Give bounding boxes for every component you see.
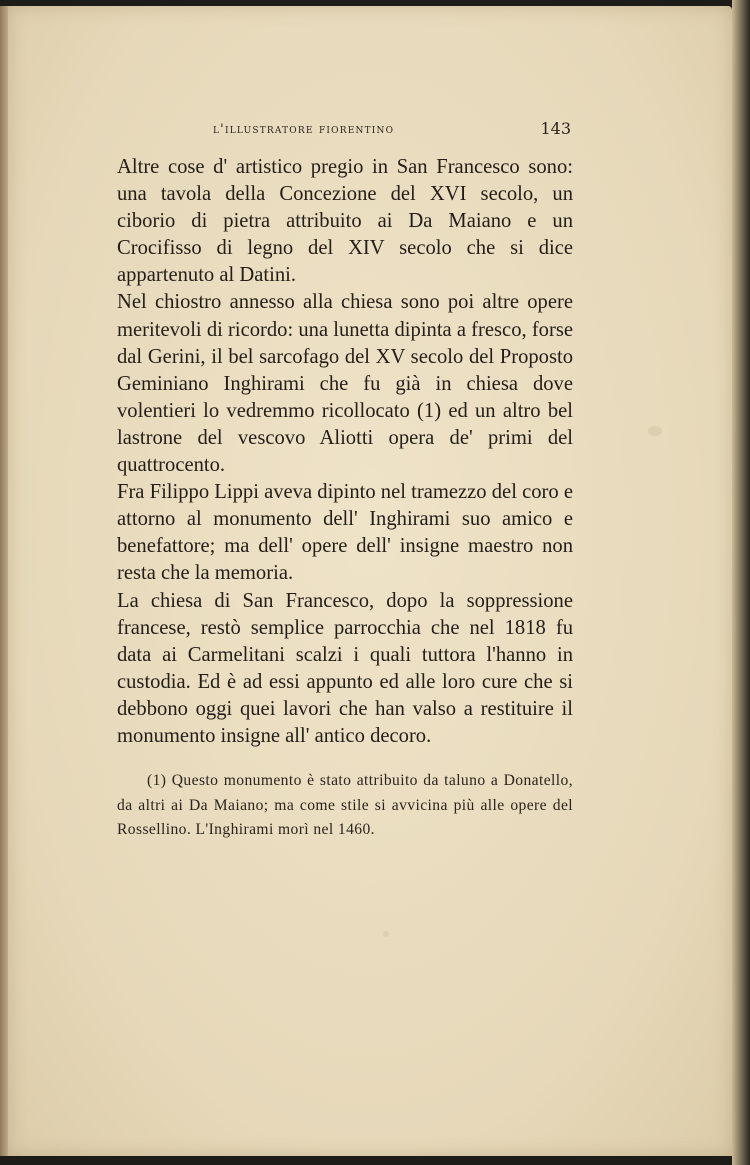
body-text [117, 154, 573, 750]
footnote-text: (1) Questo monumento è stato attribuito da taluno a Donatello, da altri ai Da Maiano; ma come stile si avvicina più alle opere del Rossellino. L'Inghirami morì nel 1460. [117, 772, 573, 838]
paragraph-4 [117, 588, 573, 751]
running-head [213, 119, 571, 141]
paragraph-2 [117, 289, 573, 479]
paragraph-4-text: La chiesa di San Francesco, dopo la soppressione francese, restò semplice parrocchia che nel 1818 fu data ai Carmelitani scalzi i quali tuttora l'hanno in custodia. Ed è ad essi appunto ed alle loro cure che si debbono oggi quei lavori che han valso a restituire il monumento insigne all' antico decoro. [117, 589, 573, 747]
page-right-shadow [732, 0, 750, 1165]
paper-stain [383, 931, 389, 937]
paragraph-3-text: Fra Filippo Lippi aveva dipinto nel tramezzo del coro e attorno al monumento dell' Inghirami suo amico e benefattore; ma dell' opere dell' insigne maestro non resta che la memoria. [117, 481, 573, 585]
page-number: 143 [540, 119, 571, 138]
paragraph-1 [117, 154, 573, 289]
footnote [117, 769, 573, 843]
paragraph-2-text: Nel chiostro annesso alla chiesa sono poi altre opere meritevoli di ricordo: una lunetta dipinta a fresco, forse dal Gerini, il bel sarcofago del XV secolo del Proposto Geminiano Inghirami che fu già in chiesa dove volentieri lo vedremmo ricollocato (1) ed un altro bel lastrone del vescovo Aliotti opera de' primi del quattrocento. [117, 291, 573, 477]
paragraph-1-text: Altre cose d' artistico pregio in San Francesco sono: una tavola della Concezione del XVI secolo, un ciborio di pietra attribuito ai Da Maiano e un Crocifisso di legno del XIV secolo che si dice appartenuto al Datini. [117, 156, 573, 287]
paragraph-3 [117, 479, 573, 587]
paper-stain [648, 426, 662, 436]
running-title: l'illustratore fiorentino [213, 122, 395, 137]
